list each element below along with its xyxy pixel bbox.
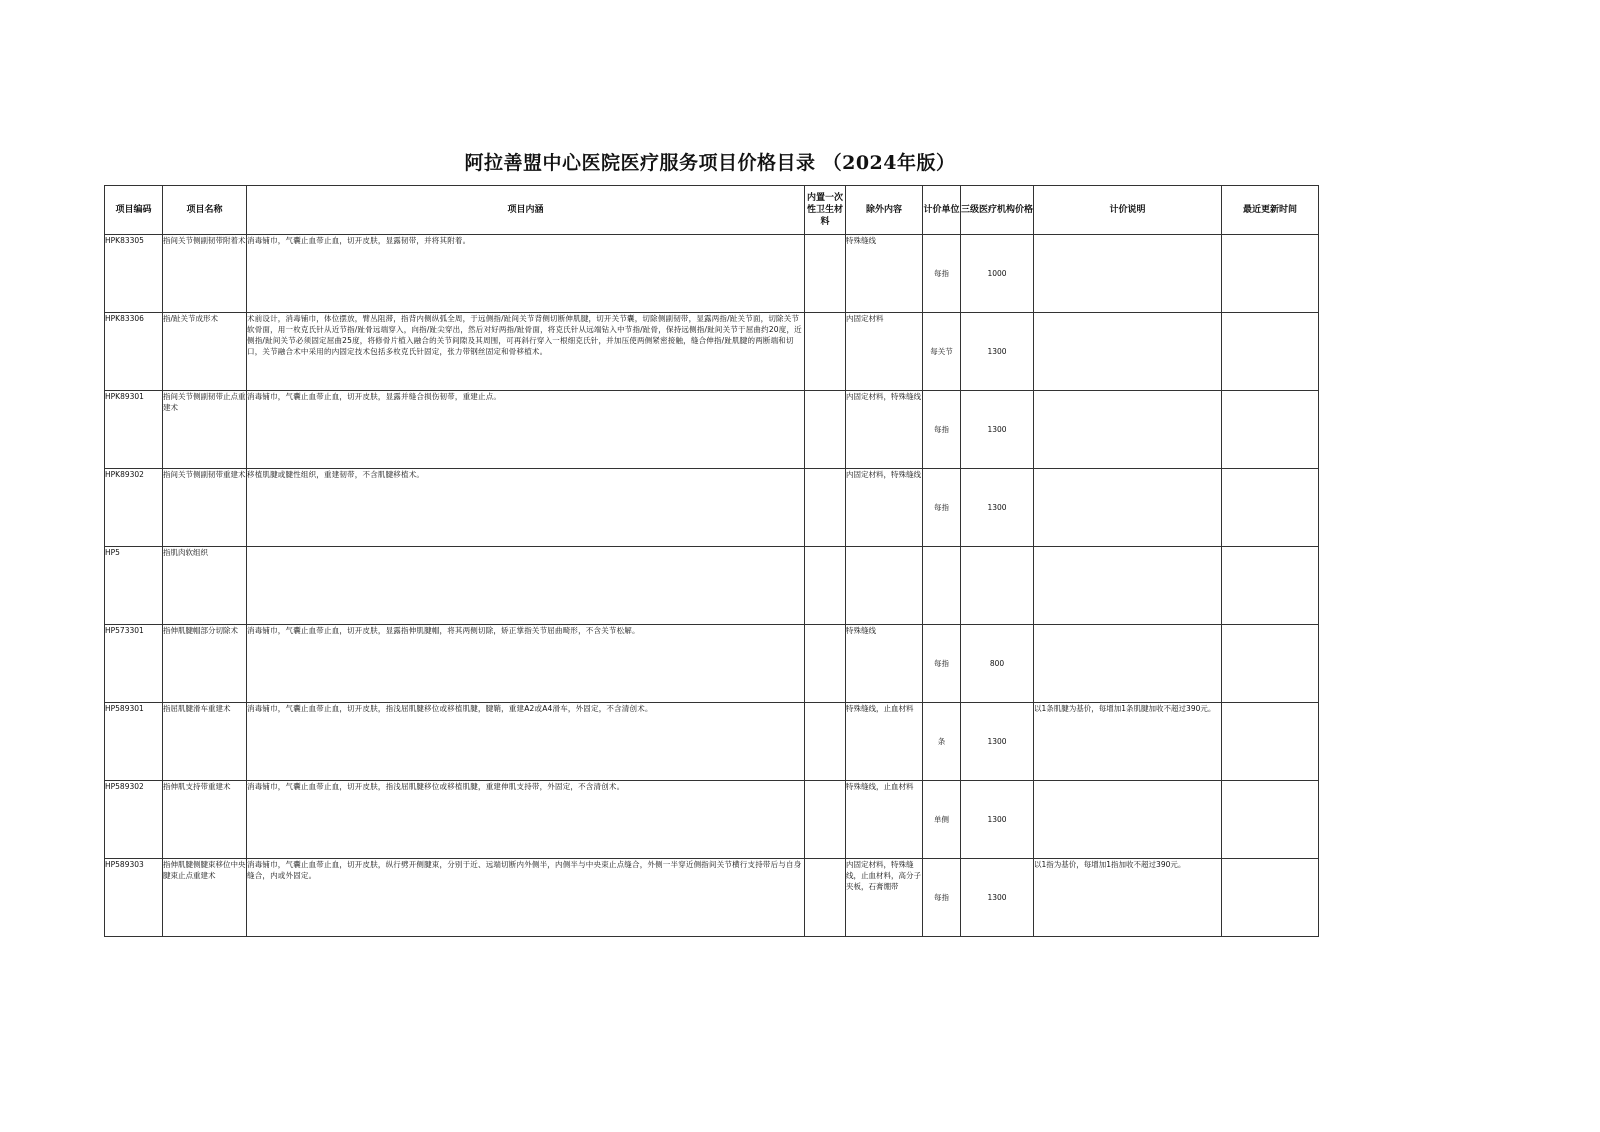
cell-name: 指伸肌支持带重建术 [163,781,247,859]
cell-excluded: 特殊缝线，止血材料 [846,781,923,859]
cell-code: HPK89301 [105,391,163,469]
cell-consumable [805,625,846,703]
cell-note [1034,469,1222,547]
cell-excluded: 内固定材料，特殊缝线，止血材料，高分子夹板，石膏绷带 [846,859,923,937]
header-excluded: 除外内容 [846,186,923,235]
cell-code: HPK83306 [105,313,163,391]
cell-unit: 每指 [923,235,961,313]
cell-note [1034,391,1222,469]
cell-unit: 每指 [923,859,961,937]
cell-consumable [805,235,846,313]
cell-unit: 每指 [923,391,961,469]
cell-updated [1222,859,1319,937]
cell-unit: 每指 [923,625,961,703]
cell-note [1034,547,1222,625]
cell-updated [1222,391,1319,469]
header-name: 项目名称 [163,186,247,235]
table-row [105,235,1319,313]
cell-note [1034,625,1222,703]
cell-price: 800 [961,625,1034,703]
cell-name: 指伸肌腱侧腱束移位中央腱束止点重建术 [163,859,247,937]
cell-unit: 单侧 [923,781,961,859]
cell-unit: 每指 [923,469,961,547]
cell-price: 1300 [961,703,1034,781]
cell-excluded: 特殊缝线 [846,235,923,313]
cell-note [1034,313,1222,391]
cell-content: 移植肌腱或腱性组织，重建韧带，不含肌腱移植术。 [247,469,805,547]
cell-note: 以1条肌腱为基价，每增加1条肌腱加收不超过390元。 [1034,703,1222,781]
header-unit: 计价单位 [923,186,961,235]
table-row [105,469,1319,547]
header-consumable: 内置一次性卫生材料 [805,186,846,235]
cell-excluded: 内固定材料，特殊缝线 [846,469,923,547]
cell-code: HPK89302 [105,469,163,547]
header-code: 项目编码 [105,186,163,235]
price-table [104,185,1319,937]
cell-price: 1300 [961,859,1034,937]
cell-content: 术前设计，消毒铺巾，体位摆放，臂丛阻滞，指背内侧纵弧全周，于远侧指/趾间关节背侧切断伸肌腱，切开关节囊，切除侧副韧带，显露两指/趾关节面，切除关节软骨面，用一枚克氏针从近节指/趾骨远端穿入，向指/趾尖穿出，然后对好两指/趾骨面，将克氏针从远端钻入中节指/趾骨，保持远侧指/趾间关节于屈曲约20度，近侧指/趾间关节必须固定屈曲25度，将修骨片植入融合的关节间隙及其周围，可再斜行穿入一根细克氏针，并加压使两侧紧密接触，缝合伸指/趾肌腱的两断端和切口，关节融合术中采用的内固定技术包括多枚克氏针固定，张力带钢丝固定和骨移植术。 [247,313,805,391]
cell-updated [1222,313,1319,391]
page-title: 阿拉善盟中心医院医疗服务项目价格目录 （2024年版） [464,152,956,174]
header-price: 三级医疗机构价格 [961,186,1034,235]
cell-updated [1222,469,1319,547]
cell-updated [1222,547,1319,625]
cell-note [1034,235,1222,313]
cell-name: 指伸肌腱帽部分切除术 [163,625,247,703]
cell-consumable [805,547,846,625]
cell-content: 消毒铺巾，气囊止血带止血，切开皮肤，指浅屈肌腱移位或移植肌腱，重建伸肌支持带，外固定，不含清创术。 [247,781,805,859]
table-header-row [105,186,1319,235]
cell-consumable [805,781,846,859]
cell-code: HP589303 [105,859,163,937]
cell-price: 1300 [961,391,1034,469]
cell-consumable [805,313,846,391]
cell-name: 指间关节侧副韧带附着术 [163,235,247,313]
cell-content [247,547,805,625]
header-note: 计价说明 [1034,186,1222,235]
cell-price: 1300 [961,313,1034,391]
cell-name: 指间关节侧副韧带重建术 [163,469,247,547]
cell-name: 指屈肌腱滑车重建术 [163,703,247,781]
cell-name: 指/趾关节成形术 [163,313,247,391]
cell-price: 1000 [961,235,1034,313]
cell-content: 消毒铺巾，气囊止血带止血，切开皮肤，指浅屈肌腱移位或移植肌腱，腱鞘，重建A2或A4滑车，外固定，不含清创术。 [247,703,805,781]
cell-code: HP589302 [105,781,163,859]
cell-content: 消毒铺巾，气囊止血带止血，切开皮肤，显露韧带，并将其附着。 [247,235,805,313]
cell-price: 1300 [961,469,1034,547]
table-row [105,859,1319,937]
cell-unit: 条 [923,703,961,781]
cell-code: HP573301 [105,625,163,703]
cell-consumable [805,859,846,937]
cell-excluded [846,547,923,625]
cell-code: HP589301 [105,703,163,781]
cell-name: 指肌肉软组织 [163,547,247,625]
cell-updated [1222,703,1319,781]
cell-unit: 每关节 [923,313,961,391]
cell-consumable [805,703,846,781]
cell-updated [1222,781,1319,859]
cell-note [1034,781,1222,859]
cell-price [961,547,1034,625]
cell-consumable [805,469,846,547]
cell-unit [923,547,961,625]
cell-excluded: 内固定材料，特殊缝线 [846,391,923,469]
cell-price: 1300 [961,781,1034,859]
cell-excluded: 特殊缝线，止血材料 [846,703,923,781]
table-row [105,625,1319,703]
cell-updated [1222,625,1319,703]
table-row [105,391,1319,469]
header-updated: 最近更新时间 [1222,186,1319,235]
table-row [105,781,1319,859]
cell-code: HPK83305 [105,235,163,313]
header-content: 项目内涵 [247,186,805,235]
table-row [105,547,1319,625]
cell-consumable [805,391,846,469]
table-row [105,703,1319,781]
table-row [105,313,1319,391]
cell-note: 以1指为基价，每增加1指加收不超过390元。 [1034,859,1222,937]
cell-name: 指间关节侧副韧带止点重建术 [163,391,247,469]
cell-content: 消毒铺巾，气囊止血带止血，切开皮肤，显露并缝合损伤韧带，重建止点。 [247,391,805,469]
cell-excluded: 内固定材料 [846,313,923,391]
cell-updated [1222,235,1319,313]
cell-content: 消毒铺巾，气囊止血带止血，切开皮肤，显露指伸肌腱帽，将其两侧切除，矫正掌指关节屈曲畸形，不含关节松解。 [247,625,805,703]
cell-content: 消毒铺巾，气囊止血带止血，切开皮肤，纵行劈开侧腱束，分别于近、远端切断内外侧半，内侧半与中央束止点缝合，外侧一半穿近侧指间关节横行支持带后与自身缝合，内或外固定。 [247,859,805,937]
cell-excluded: 特殊缝线 [846,625,923,703]
cell-code: HP5 [105,547,163,625]
